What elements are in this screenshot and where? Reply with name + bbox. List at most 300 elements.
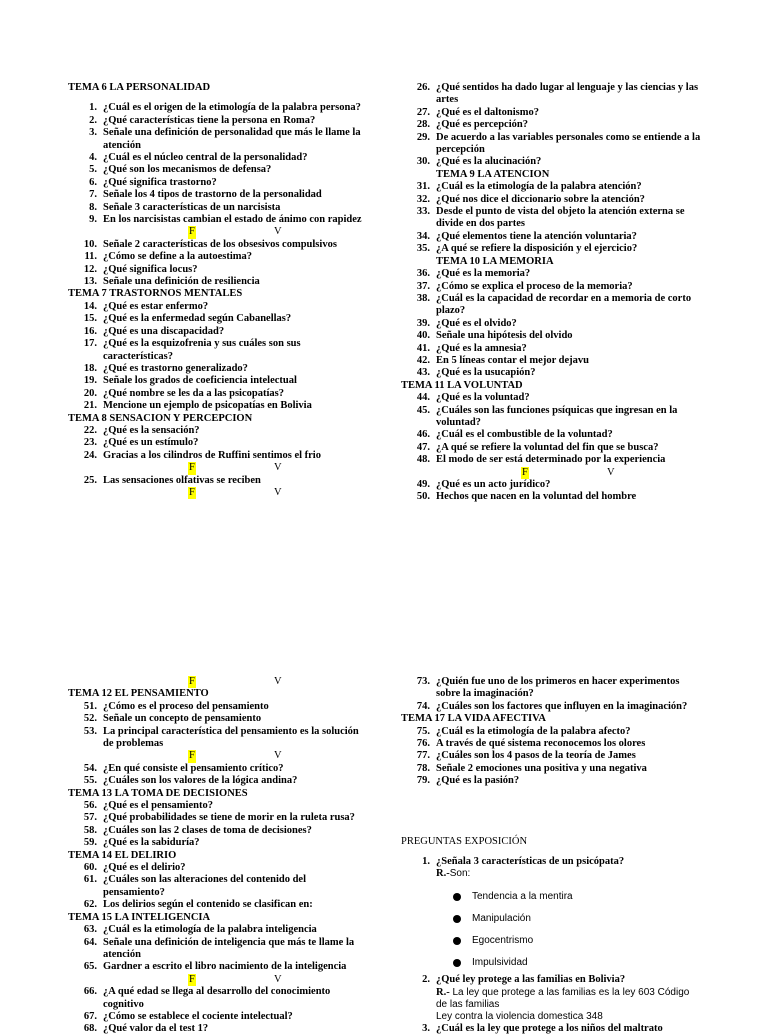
question-number: 50. (416, 491, 430, 503)
question-item (68, 450, 368, 462)
question-list-tema-9 (401, 181, 701, 255)
question-item (68, 837, 368, 849)
question-number: 63. (83, 924, 97, 936)
bullet-item (401, 908, 701, 930)
question-item (401, 392, 701, 404)
question-list-tema-15b (68, 986, 368, 1036)
question-number: 3. (422, 1022, 430, 1034)
question-text: ¿Qué es el olvido? (436, 317, 517, 329)
question-item (68, 475, 368, 487)
question-item (68, 763, 368, 775)
question-text: Señale una hipótesis del olvido (436, 330, 573, 342)
question-item (401, 763, 701, 775)
answer-text: Son: (449, 868, 471, 880)
column-top-left (68, 82, 368, 499)
question-text: ¿Qué es la pasión? (436, 775, 520, 787)
section-heading-tema-6: TEMA 6 LA PERSONALIDAD (68, 82, 211, 93)
true-option: V (274, 676, 282, 687)
question-number: 43. (416, 367, 430, 379)
question-number: 20. (83, 387, 97, 399)
exposition-question (401, 1023, 701, 1035)
question-text: ¿Cómo se establece el cociente intelectual? (103, 1010, 293, 1022)
answer-text: La ley que protege a las familias es la ley 603 Código de las familias (436, 986, 690, 1010)
question-text: ¿Cuál es la etimología de la palabra inteligencia (103, 924, 317, 936)
question-item (401, 107, 701, 119)
question-number: 73. (416, 676, 430, 687)
question-item (401, 367, 701, 379)
question-text: ¿Cuáles son los factores que influyen en la imaginación? (436, 700, 688, 712)
section-heading-tema-14: TEMA 14 EL DELIRIO (68, 849, 177, 861)
true-false-choice (401, 467, 701, 479)
question-number: 53. (83, 725, 97, 737)
question-text: Mencione un ejemplo de psicopatías en Bolivia (103, 400, 312, 412)
question-text: ¿Qué son los mecanismos de defensa? (103, 164, 272, 176)
question-list-tema-6 (68, 102, 368, 226)
question-item (401, 181, 701, 193)
question-text: ¿Qué es un estímulo? (103, 437, 199, 449)
question-text: ¿Cuáles son las 2 clases de toma de decisiones? (103, 824, 312, 836)
question-text: ¿Cuáles son los 4 pasos de la teoría de James (436, 750, 636, 762)
question-text: Señale 3 características de un narcisista (103, 201, 281, 213)
question-text: ¿Qué es la esquizofrenia y sus cuáles son sus características? (103, 338, 301, 362)
question-number: 62. (83, 899, 97, 911)
question-list-tema-15 (68, 924, 368, 974)
question-text: ¿A qué se refiere la voluntad del fin que se busca? (436, 441, 659, 453)
question-text: Señale una definición de resiliencia (103, 276, 260, 288)
question-text: La principal característica del pensamiento es la solución de problemas (103, 725, 359, 750)
question-item (68, 986, 368, 1011)
question-text: ¿Qué valor da el test 1? (103, 1023, 209, 1035)
question-number: 39. (416, 317, 430, 329)
question-number: 55. (83, 775, 97, 787)
question-item (68, 363, 368, 375)
question-item (401, 738, 701, 750)
question-item (68, 400, 368, 412)
question-item (68, 812, 368, 824)
question-item (68, 1023, 368, 1035)
question-list-tema-12b (68, 763, 368, 788)
question-number: 8. (89, 201, 97, 213)
question-text: De acuerdo a las variables personales como se entiende a la percepción (436, 131, 701, 156)
question-item (68, 177, 368, 189)
bullet-dot-icon (453, 893, 461, 901)
question-text: ¿Qué es la alucinación? (436, 156, 542, 168)
question-text: ¿Qué es la sabiduría? (103, 837, 200, 849)
question-text: ¿Cuál es la etimología de la palabra atención? (436, 181, 642, 193)
question-item (68, 326, 368, 338)
question-item (68, 1011, 368, 1023)
question-number: 35. (416, 243, 430, 255)
question-list-tema-10 (401, 268, 701, 380)
bullet-text: Tendencia a la mentira (472, 891, 573, 903)
question-item (401, 454, 701, 466)
question-item (68, 874, 368, 899)
question-item (68, 825, 368, 837)
question-item (68, 338, 368, 363)
question-number: 59. (83, 837, 97, 849)
question-number: 41. (416, 342, 430, 354)
question-list-tema-7 (68, 301, 368, 413)
question-number: 46. (416, 429, 430, 441)
question-item (68, 276, 368, 288)
question-number: 18. (83, 362, 97, 374)
question-item (401, 676, 701, 701)
question-number: 33. (416, 206, 430, 218)
question-text: ¿Cómo se define a la autoestima? (103, 251, 253, 263)
question-item (401, 726, 701, 738)
question-item (401, 206, 701, 231)
true-false-choice (68, 462, 368, 474)
question-number: 27. (416, 106, 430, 118)
question-list-tema-11 (401, 392, 701, 466)
question-number: 1. (89, 102, 97, 114)
section-heading-tema-13: TEMA 13 LA TOMA DE DECISIONES (68, 787, 248, 799)
question-number: 17. (83, 338, 97, 350)
question-item (68, 800, 368, 812)
question-item (68, 701, 368, 713)
bullet-text: Manipulación (472, 913, 531, 925)
question-text: ¿Cómo es el proceso del pensamiento (103, 700, 269, 712)
question-item (68, 152, 368, 164)
question-item (401, 429, 701, 441)
question-number: 56. (83, 800, 97, 812)
true-false-choice (68, 487, 368, 499)
true-option: V (274, 226, 282, 238)
question-number: 4. (89, 152, 97, 164)
question-text: ¿Qué características tiene la persona en Roma? (103, 114, 316, 126)
question-list-tema-13 (68, 800, 368, 850)
question-number: 3. (89, 127, 97, 139)
question-text: ¿Qué es la memoria? (436, 268, 531, 280)
question-number: 25. (83, 474, 97, 486)
question-number: 28. (416, 119, 430, 131)
section-heading-tema-11: TEMA 11 LA VOLUNTAD (401, 379, 523, 391)
question-number: 30. (416, 156, 430, 168)
question-item (68, 425, 368, 437)
question-number: 66. (83, 986, 97, 998)
question-number: 12. (83, 263, 97, 275)
question-text: ¿Cuál es la ley que protege a los niños del maltrato (436, 1022, 663, 1034)
question-text: Las sensaciones olfativas se reciben (103, 474, 261, 486)
question-item (68, 264, 368, 276)
true-option: V (274, 973, 282, 985)
question-item (401, 281, 701, 293)
question-list-continued (401, 676, 701, 713)
question-number: 2. (89, 114, 97, 126)
answer (401, 987, 701, 1011)
question-number: 58. (83, 824, 97, 836)
question-text: Gardner a escrito el libro nacimiento de la inteligencia (103, 961, 347, 973)
question-number: 11. (84, 251, 97, 263)
true-false-choice (68, 226, 368, 238)
question-text: ¿Cuáles son las funciones psíquicas que ingresan en la voluntad? (436, 404, 678, 428)
question-text: ¿Cuál es el combustible de la voluntad? (436, 429, 613, 441)
question-text: Los delirios según el contenido se clasifican en: (103, 899, 313, 911)
question-text: ¿Cuáles son los valores de la lógica andina? (103, 775, 298, 787)
section-heading-tema-8: TEMA 8 SENSACION Y PERCEPCION (68, 412, 253, 424)
question-number: 51. (83, 700, 97, 712)
question-text: Señale 2 características de los obsesivos compulsivos (103, 238, 337, 250)
question-item (68, 862, 368, 874)
question-number: 2. (422, 974, 430, 986)
question-number: 57. (83, 812, 97, 824)
question-text: ¿Qué es una discapacidad? (103, 325, 225, 337)
bullet-dot-icon (453, 937, 461, 945)
question-text: ¿Qué sentidos ha dado lugar al lenguaje y las ciencias y las artes (436, 82, 699, 106)
question-item (401, 701, 701, 713)
question-item (68, 313, 368, 325)
question-item (401, 479, 701, 491)
section-heading-tema-12: TEMA 12 EL PENSAMIENTO (68, 688, 209, 700)
question-text: Señale una definición de inteligencia que más te llame la atención (103, 936, 355, 960)
question-number: 61. (83, 874, 97, 886)
question-item (68, 189, 368, 201)
question-item (68, 899, 368, 911)
question-number: 31. (416, 181, 430, 193)
question-number: 16. (83, 325, 97, 337)
question-text: ¿Cuál es el origen de la etimología de la palabra persona? (103, 102, 361, 114)
exposition-question (401, 856, 701, 868)
question-text: ¿Qué es la enfermedad según Cabanellas? (103, 313, 292, 325)
question-list-tema-12 (68, 701, 368, 751)
question-item (401, 132, 701, 157)
question-number: 67. (83, 1010, 97, 1022)
question-number: 29. (416, 131, 430, 143)
section-heading-tema-15: TEMA 15 LA INTELIGENCIA (68, 911, 211, 923)
answer-label: R.- (436, 986, 450, 998)
false-option: F (189, 750, 195, 762)
false-option: F (189, 462, 195, 474)
question-text: ¿Cómo se explica el proceso de la memoria? (436, 280, 633, 292)
question-number: 74. (416, 700, 430, 712)
question-item (401, 343, 701, 355)
question-text: ¿Qué es la voluntad? (436, 392, 530, 404)
bullet-item (401, 886, 701, 908)
question-number: 75. (416, 725, 430, 737)
question-text: Gracias a los cilindros de Ruffini sentimos el frio (103, 449, 321, 461)
question-item (68, 127, 368, 152)
question-number: 48. (416, 454, 430, 466)
question-text: ¿Cuál es el núcleo central de la personalidad? (103, 152, 308, 164)
question-number: 65. (83, 961, 97, 973)
question-text: ¿Cuál es la etimología de la palabra afecto? (436, 725, 631, 737)
question-text: Señale los 4 tipos de trastorno de la personalidad (103, 189, 322, 201)
question-number: 32. (416, 193, 430, 205)
question-item (68, 388, 368, 400)
question-number: 21. (83, 400, 97, 412)
question-text: ¿Qué es un acto jurídico? (436, 478, 551, 490)
question-item (68, 102, 368, 114)
question-text: ¿Cuáles son las alteraciones del contenido del pensamiento? (103, 874, 307, 898)
question-text: ¿En qué consiste el pensamiento crítico? (103, 762, 284, 774)
answer-label: R.- (436, 868, 450, 880)
question-number: 79. (416, 775, 430, 787)
question-text: ¿Cuál es la capacidad de recordar en a memoria de corto plazo? (436, 292, 692, 317)
question-item (68, 924, 368, 936)
question-number: 40. (416, 330, 430, 342)
question-item (68, 251, 368, 263)
question-text: ¿Qué es la amnesia? (436, 342, 527, 354)
true-option: V (607, 466, 615, 478)
question-item (68, 375, 368, 387)
bullet-dot-icon (453, 915, 461, 923)
question-item (401, 775, 701, 787)
column-bottom-left (68, 676, 368, 1036)
question-item (401, 82, 701, 107)
question-text: ¿Qué es percepción? (436, 119, 528, 131)
column-bottom-right (401, 676, 701, 1035)
question-number: 1. (422, 856, 430, 868)
question-text: Señale una definición de personalidad que más le llame la atención (103, 127, 361, 151)
question-list-tema-8 (68, 425, 368, 462)
question-item (401, 330, 701, 342)
question-number: 54. (83, 762, 97, 774)
question-list-tema-14 (68, 862, 368, 912)
question-item (68, 775, 368, 787)
bullet-item (401, 930, 701, 952)
question-text: ¿Qué es el pensamiento? (103, 800, 213, 812)
true-false-choice (68, 750, 368, 762)
question-text: Señale un concepto de pensamiento (103, 713, 262, 725)
question-item (401, 405, 701, 430)
question-number: 15. (83, 313, 97, 325)
false-option: F (522, 466, 528, 478)
question-item (68, 437, 368, 449)
question-item (68, 239, 368, 251)
question-item (68, 961, 368, 973)
question-number: 64. (83, 936, 97, 948)
question-item (401, 318, 701, 330)
question-item (68, 937, 368, 962)
question-item (68, 164, 368, 176)
question-list-tema-17 (401, 726, 701, 788)
question-number: 10. (83, 238, 97, 250)
section-heading-tema-9: TEMA 9 LA ATENCION (436, 168, 550, 180)
bullet-item (401, 952, 701, 974)
question-number: 60. (83, 862, 97, 874)
question-item (401, 231, 701, 243)
bullet-dot-icon (453, 959, 461, 967)
question-text: Hechos que nacen en la voluntad del hombre (436, 491, 637, 503)
question-number: 78. (416, 762, 430, 774)
question-number: 47. (416, 441, 430, 453)
bullet-text: Impulsividad (472, 957, 528, 969)
bullet-text: Egocentrismo (472, 935, 534, 947)
section-heading-tema-10: TEMA 10 LA MEMORIA (436, 255, 554, 267)
bullet-list (401, 886, 701, 974)
section-heading-exposicion: PREGUNTAS EXPOSICIÓN (401, 835, 528, 847)
question-item (68, 202, 368, 214)
question-number: 14. (83, 300, 97, 312)
question-number: 45. (416, 404, 430, 416)
question-number: 34. (416, 230, 430, 242)
question-number: 7. (89, 189, 97, 201)
question-number: 77. (416, 750, 430, 762)
question-number: 42. (416, 354, 430, 366)
question-text: ¿Qué nombre se les da a las psicopatías? (103, 387, 284, 399)
question-number: 38. (416, 292, 430, 304)
question-text: ¿Qué significa trastorno? (103, 176, 217, 188)
question-number: 24. (83, 449, 97, 461)
question-text: ¿Qué probabilidades se tiene de morir en la ruleta rusa? (103, 812, 355, 824)
question-item (68, 115, 368, 127)
question-number: 23. (83, 437, 97, 449)
question-text: En 5 líneas contar el mejor dejavu (436, 354, 590, 366)
question-list-continued (401, 82, 701, 169)
question-number: 37. (416, 280, 430, 292)
question-text: ¿Quién fue uno de los primeros en hacer experimentos sobre la imaginación? (436, 676, 680, 700)
column-top-right (401, 82, 701, 504)
question-item (68, 214, 368, 226)
question-list-tema-11b (401, 479, 701, 504)
true-false-choice (68, 974, 368, 986)
question-number: 9. (89, 214, 97, 226)
question-item (68, 713, 368, 725)
question-text: ¿Qué nos dice el diccionario sobre la atención? (436, 193, 645, 205)
question-text: Señale 2 emociones una positiva y una negativa (436, 762, 647, 774)
question-text: ¿Qué es la sensación? (103, 424, 200, 436)
question-text: ¿Qué es el delirio? (103, 862, 186, 874)
true-false-choice (68, 676, 368, 688)
question-item (401, 268, 701, 280)
true-option: V (274, 486, 282, 498)
question-text: A través de qué sistema reconocemos los olores (436, 738, 646, 750)
exposition-question (401, 974, 701, 986)
question-text: ¿Qué elementos tiene la atención voluntaria? (436, 230, 637, 242)
question-number: 49. (416, 478, 430, 490)
false-option: F (189, 676, 195, 687)
question-text: ¿Qué es la usucapión? (436, 367, 536, 379)
question-text: Desde el punto de vista del objeto la atención externa se divide en dos partes (436, 206, 685, 230)
true-option: V (274, 462, 282, 474)
answer-line-2: Ley contra la violencia domestica 348 (436, 1010, 603, 1022)
question-number: 26. (416, 82, 430, 93)
false-option: F (189, 226, 195, 238)
question-text: En los narcisistas cambian el estado de ánimo con rapidez (103, 214, 362, 226)
question-number: 44. (416, 392, 430, 404)
question-number: 6. (89, 176, 97, 188)
answer (401, 868, 701, 880)
question-number: 5. (89, 164, 97, 176)
false-option: F (189, 973, 195, 985)
question-number: 19. (83, 375, 97, 387)
question-item (401, 119, 701, 131)
question-number: 68. (83, 1023, 97, 1035)
question-item (401, 293, 701, 318)
section-heading-tema-17: TEMA 17 LA VIDA AFECTIVA (401, 713, 546, 725)
false-option: F (189, 486, 195, 498)
question-item (68, 301, 368, 313)
question-item (401, 355, 701, 367)
question-number: 76. (416, 738, 430, 750)
question-item (401, 491, 701, 503)
question-item (401, 750, 701, 762)
question-item (401, 243, 701, 255)
section-heading-tema-7: TEMA 7 TRASTORNOS MENTALES (68, 288, 243, 300)
question-number: 52. (83, 713, 97, 725)
question-text: ¿Qué es el daltonismo? (436, 106, 539, 118)
question-item (401, 194, 701, 206)
question-item (401, 156, 701, 168)
question-item (68, 726, 368, 751)
question-list-tema-8b (68, 475, 368, 487)
question-number: 36. (416, 268, 430, 280)
question-item (401, 442, 701, 454)
question-list-tema-6b (68, 239, 368, 289)
true-option: V (274, 750, 282, 762)
question-number: 13. (83, 276, 97, 288)
question-text: ¿A qué edad se llega al desarrollo del conocimiento cognitivo (103, 986, 331, 1010)
